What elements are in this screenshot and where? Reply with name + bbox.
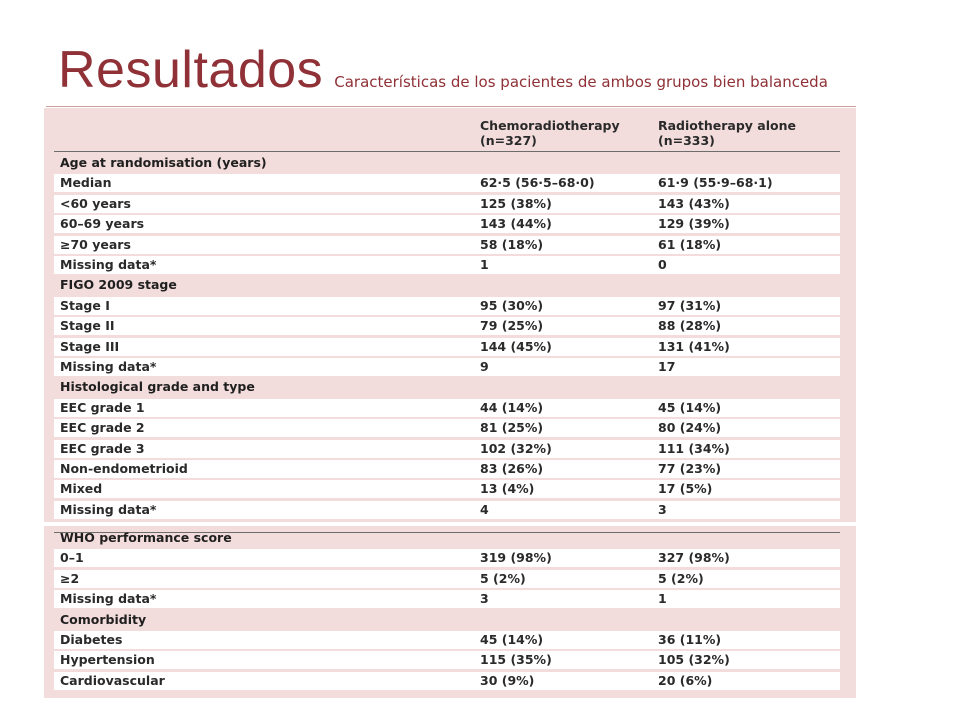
cell-radiotherapy-alone: 5 (2%) xyxy=(658,570,704,586)
section-header-row xyxy=(54,378,840,396)
cell-chemoradiotherapy: 144 (45%) xyxy=(480,338,552,354)
cell-chemoradiotherapy: 125 (38%) xyxy=(480,195,552,211)
row-label: EEC grade 2 xyxy=(60,420,145,436)
cell-radiotherapy-alone: 129 (39%) xyxy=(658,216,730,232)
cell-radiotherapy-alone: 97 (31%) xyxy=(658,297,722,313)
row-label: Stage III xyxy=(60,338,120,354)
table-row xyxy=(54,570,840,588)
row-label: ≥70 years xyxy=(60,236,131,252)
cell-chemoradiotherapy: 115 (35%) xyxy=(480,652,552,668)
col-header-chemo-name: Chemoradiotherapy xyxy=(480,118,620,133)
cell-chemoradiotherapy: 83 (26%) xyxy=(480,461,544,476)
section-header-row xyxy=(54,276,840,294)
cell-chemoradiotherapy: 319 (98%) xyxy=(480,550,552,566)
section-header-row xyxy=(54,529,840,547)
cell-radiotherapy-alone: 111 (34%) xyxy=(658,440,730,456)
cell-radiotherapy-alone: 61·9 (55·9–68·1) xyxy=(658,175,773,191)
row-label: EEC grade 3 xyxy=(60,440,145,456)
cell-radiotherapy-alone: 327 (98%) xyxy=(658,550,730,566)
col-header-radio-name: Radiotherapy alone xyxy=(658,118,796,133)
row-label: Cardiovascular xyxy=(60,672,165,688)
table-row xyxy=(54,399,840,417)
col-header-radiotherapy xyxy=(658,118,796,148)
table-row xyxy=(54,419,840,437)
cell-chemoradiotherapy: 9 xyxy=(480,359,489,374)
table-row xyxy=(54,256,840,274)
table-row xyxy=(54,174,840,192)
table-row xyxy=(54,317,840,335)
row-label: Median xyxy=(60,175,112,191)
table-row xyxy=(54,480,840,498)
row-label: Non-endometrioid xyxy=(60,461,188,476)
table-row xyxy=(54,460,840,478)
table-bottom xyxy=(54,526,840,698)
table-row xyxy=(54,672,840,690)
cell-radiotherapy-alone: 20 (6%) xyxy=(658,672,713,688)
row-label: Missing data* xyxy=(60,591,157,607)
cell-radiotherapy-alone: 45 (14%) xyxy=(658,399,722,415)
cell-radiotherapy-alone: 143 (43%) xyxy=(658,195,730,211)
cell-radiotherapy-alone: 3 xyxy=(658,501,667,517)
row-label: ≥2 xyxy=(60,570,80,586)
slide-title-block xyxy=(58,40,828,100)
cell-chemoradiotherapy: 4 xyxy=(480,501,489,517)
section-header-row xyxy=(54,154,840,172)
table-row xyxy=(54,236,840,254)
table-row xyxy=(54,549,840,567)
table-row xyxy=(54,440,840,458)
cell-chemoradiotherapy: 62·5 (56·5–68·0) xyxy=(480,175,595,191)
section-header-row xyxy=(54,611,840,629)
cell-radiotherapy-alone: 77 (23%) xyxy=(658,461,722,476)
cell-chemoradiotherapy: 30 (9%) xyxy=(480,672,535,688)
cell-radiotherapy-alone: 0 xyxy=(658,257,667,272)
row-label: Diabetes xyxy=(60,632,123,647)
slide-title: Resultados xyxy=(58,41,324,99)
header-rule xyxy=(54,151,840,152)
cell-chemoradiotherapy: 44 (14%) xyxy=(480,399,544,415)
table-row xyxy=(54,501,840,519)
cell-chemoradiotherapy: 1 xyxy=(480,257,489,272)
row-label: 60–69 years xyxy=(60,216,145,232)
table-row xyxy=(54,215,840,233)
table-row xyxy=(54,358,840,376)
cell-chemoradiotherapy: 5 (2%) xyxy=(480,570,526,586)
section-title: FIGO 2009 stage xyxy=(60,277,177,293)
table-row xyxy=(54,297,840,315)
row-label: Missing data* xyxy=(60,359,157,374)
cell-chemoradiotherapy: 45 (14%) xyxy=(480,632,544,647)
cell-radiotherapy-alone: 131 (41%) xyxy=(658,338,730,354)
section-title: Comorbidity xyxy=(60,611,147,627)
cell-radiotherapy-alone: 80 (24%) xyxy=(658,420,722,436)
table-panel-bottom xyxy=(44,526,856,698)
row-label: EEC grade 1 xyxy=(60,399,145,415)
table-row xyxy=(54,338,840,356)
section-title: WHO performance score xyxy=(60,530,232,545)
section-title: Histological grade and type xyxy=(60,379,255,395)
cell-radiotherapy-alone: 61 (18%) xyxy=(658,236,722,252)
cell-chemoradiotherapy: 143 (44%) xyxy=(480,216,552,232)
cell-chemoradiotherapy: 79 (25%) xyxy=(480,318,544,334)
cell-radiotherapy-alone: 17 (5%) xyxy=(658,481,713,497)
cell-radiotherapy-alone: 17 xyxy=(658,359,676,374)
cell-radiotherapy-alone: 1 xyxy=(658,591,667,607)
cell-chemoradiotherapy: 58 (18%) xyxy=(480,236,544,252)
row-label: Mixed xyxy=(60,481,103,497)
cell-chemoradiotherapy: 13 (4%) xyxy=(480,481,535,497)
row-label: 0–1 xyxy=(60,550,84,566)
title-divider xyxy=(46,106,856,107)
table-panel-top xyxy=(44,108,856,522)
cell-chemoradiotherapy: 3 xyxy=(480,591,489,607)
col-header-chemoradiotherapy xyxy=(480,118,620,148)
row-label: Stage II xyxy=(60,318,115,334)
section-title: Age at randomisation (years) xyxy=(60,155,267,170)
row-label: Stage I xyxy=(60,297,110,313)
col-header-chemo-n: (n=327) xyxy=(480,133,537,148)
table-row xyxy=(54,631,840,649)
cell-chemoradiotherapy: 81 (25%) xyxy=(480,420,544,436)
table-top xyxy=(54,108,840,522)
row-label: <60 years xyxy=(60,195,131,211)
row-label: Missing data* xyxy=(60,501,157,517)
cell-radiotherapy-alone: 36 (11%) xyxy=(658,632,722,647)
table-header xyxy=(54,108,840,152)
table-row xyxy=(54,195,840,213)
table-row xyxy=(54,651,840,669)
row-label: Hypertension xyxy=(60,652,155,668)
col-header-radio-n: (n=333) xyxy=(658,133,715,148)
cell-radiotherapy-alone: 105 (32%) xyxy=(658,652,730,668)
cell-chemoradiotherapy: 95 (30%) xyxy=(480,297,544,313)
table-row xyxy=(54,590,840,608)
slide-subtitle: Características de los pacientes de ambos grupos bien balanceda xyxy=(334,73,828,91)
cell-radiotherapy-alone: 88 (28%) xyxy=(658,318,722,334)
cell-chemoradiotherapy: 102 (32%) xyxy=(480,440,552,456)
row-label: Missing data* xyxy=(60,257,157,272)
